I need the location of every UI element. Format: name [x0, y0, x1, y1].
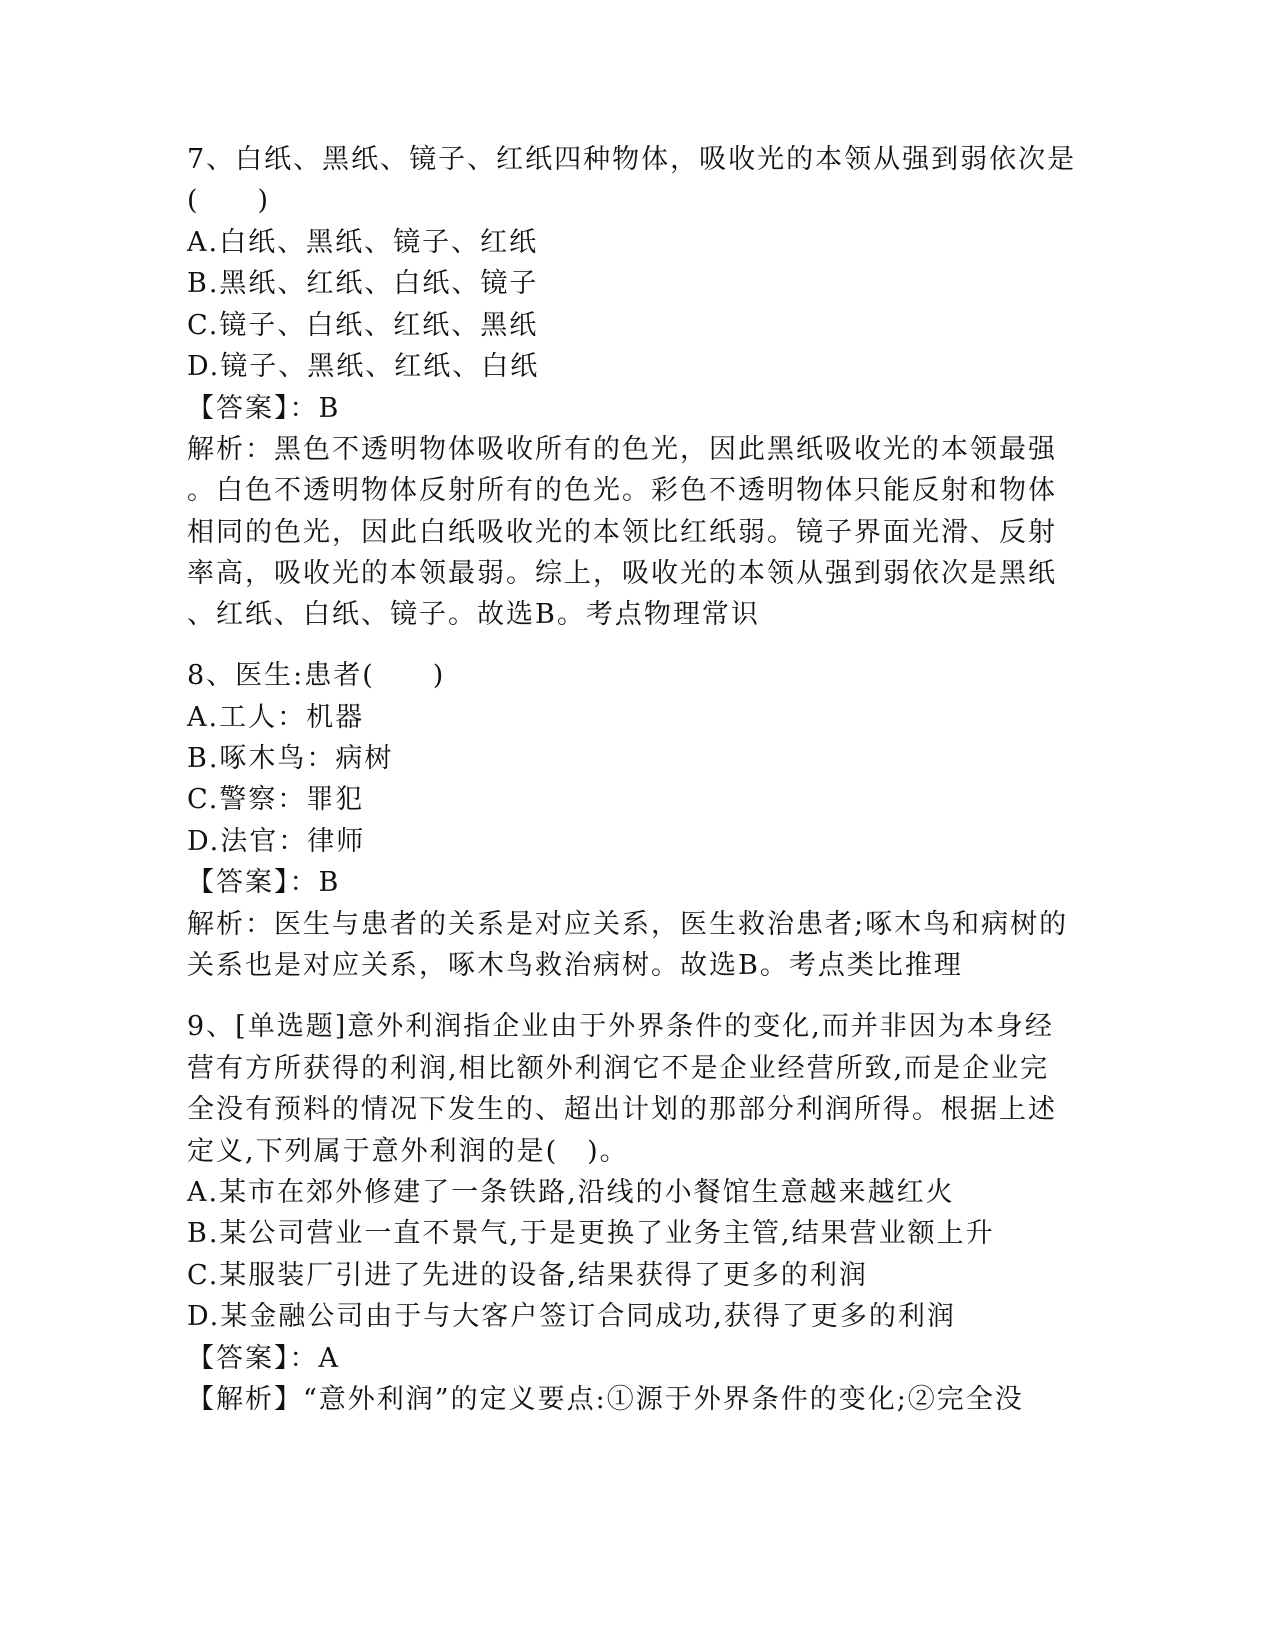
question-7-analysis-line: 解析：黑色不透明物体吸收所有的色光，因此黑纸吸收光的本领最强 — [187, 434, 1057, 465]
question-7-blank: ( ) — [187, 185, 271, 216]
question-9-option-b: B.某公司营业一直不景气,于是更换了业务主管,结果营业额上升 — [187, 1218, 995, 1249]
question-9-stem-line: 定义,下列属于意外利润的是( )。 — [187, 1136, 629, 1167]
question-9-stem-line: 营有方所获得的利润,相比额外利润它不是企业经营所致,而是企业完 — [187, 1053, 1050, 1084]
question-7-option-d: D.镜子、黑纸、红纸、白纸 — [187, 351, 540, 382]
question-8-option-b: B.啄木鸟：病树 — [187, 743, 394, 774]
question-8-analysis-line: 解析：医生与患者的关系是对应关系，医生救治患者;啄木鸟和病树的 — [187, 909, 1069, 940]
question-7-analysis-line: 相同的色光，因此白纸吸收光的本领比红纸弱。镜子界面光滑、反射 — [187, 517, 1057, 548]
question-7-analysis-line: 率高，吸收光的本领最弱。综上，吸收光的本领从强到弱依次是黑纸 — [187, 558, 1057, 589]
question-9-answer: 【答案】：A — [187, 1343, 340, 1374]
question-9-stem-line: 9、[单选题]意外利润指企业由于外界条件的变化,而并非因为本身经 — [187, 1011, 1054, 1042]
question-8-answer: 【答案】：B — [187, 867, 341, 898]
question-8-option-a: A.工人：机器 — [187, 702, 365, 733]
question-9-analysis-line: 【解析】“意外利润”的定义要点:①源于外界条件的变化;②完全没 — [187, 1384, 1024, 1415]
question-7-option-a: A.白纸、黑纸、镜子、红纸 — [187, 227, 539, 258]
question-7-analysis-line: 。白色不透明物体反射所有的色光。彩色不透明物体只能反射和物体 — [187, 475, 1057, 506]
question-7-analysis-line: 、红纸、白纸、镜子。故选B。考点物理常识 — [187, 599, 760, 630]
question-7-option-b: B.黑纸、红纸、白纸、镜子 — [187, 268, 539, 299]
question-8-option-d: D.法官：律师 — [187, 826, 366, 857]
question-9-option-a: A.某市在郊外修建了一条铁路,沿线的小餐馆生意越来越红火 — [187, 1177, 955, 1208]
question-7-option-c: C.镜子、白纸、红纸、黑纸 — [187, 310, 539, 341]
question-7-stem: 7、白纸、黑纸、镜子、红纸四种物体，吸收光的本领从强到弱依次是 — [187, 144, 1077, 175]
question-8-stem: 8、医生:患者( ) — [187, 660, 446, 691]
question-9-option-c: C.某服装厂引进了先进的设备,结果获得了更多的利润 — [187, 1260, 868, 1291]
question-9-stem-line: 全没有预料的情况下发生的、超出计划的那部分利润所得。根据上述 — [187, 1094, 1057, 1125]
question-8-option-c: C.警察：罪犯 — [187, 784, 365, 815]
question-9-option-d: D.某金融公司由于与大客户签订合同成功,获得了更多的利润 — [187, 1301, 956, 1332]
question-8-analysis-line: 关系也是对应关系，啄木鸟救治病树。故选B。考点类比推理 — [187, 950, 963, 981]
question-7-answer: 【答案】：B — [187, 393, 341, 424]
